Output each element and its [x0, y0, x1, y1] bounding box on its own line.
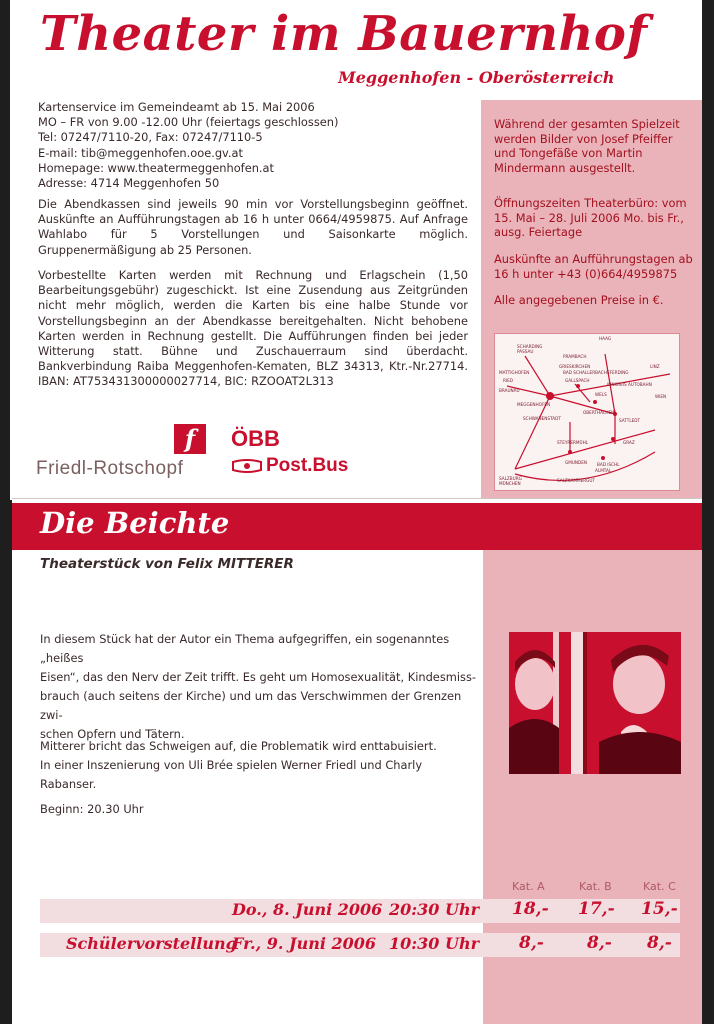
map-label: MATTIGHOFEN	[499, 370, 530, 375]
sidebar-prices-note: Alle angegebenen Preise in €.	[494, 293, 664, 307]
map-label: EFERDING	[607, 370, 629, 375]
map-label: LINZ	[650, 364, 660, 369]
obb-logo: ÖBB	[231, 426, 280, 451]
map-label: SATTLEDT	[619, 418, 641, 423]
category-header: Kat. B	[579, 880, 612, 893]
price-kat-b: 17,-	[578, 899, 615, 919]
map-label: MEGGENHOFEN	[517, 402, 551, 407]
paragraph-abendkasse: Die Abendkassen sind jeweils 90 min vor Vorstellungsbeginn geöffnet. Auskünfte an Aufführungstagen ab 16 h unter 0664/4959875. Auf Anfrage Wahlabo für 5 Vorstellungen und Saisonkarte möglich. Gruppenermäßigung ab 25 Personen.	[38, 197, 468, 257]
contact-block	[38, 100, 468, 191]
sidebar-exhibition: Während der gesamten Spielzeit werden Bilder von Josef Pfeiffer und Tongefäße von Martin Mindermann ausgestellt.	[494, 117, 680, 175]
sidebar-office-hours: Öffnungszeiten Theaterbüro: vom 15. Mai – 28. Juli 2006 Mo. bis Fr., ausg. Feiertage	[494, 196, 687, 240]
map-label: PRAMBACH	[563, 354, 587, 359]
sidebar-info-phone: Auskünfte an Aufführungstagen ab 16 h unter +43 (0)664/4959875	[494, 252, 693, 281]
map-label: WIEN	[655, 394, 667, 399]
map-label: WELS	[595, 392, 607, 397]
play-description	[40, 630, 480, 744]
description-line: In diesem Stück hat der Autor ein Thema aufgegriffen, ein sogenanntes „heißes	[40, 632, 450, 665]
friedl-rotschopf-logo-text: Friedl-Rotschopf	[36, 458, 184, 479]
map-label: GMUNDEN	[565, 460, 588, 465]
play-title: Die Beichte	[40, 506, 230, 540]
contact-line: Tel: 07247/7110-20, Fax: 07247/7110-5	[38, 130, 263, 145]
map-label: INNKREIS AUTOBAHN	[607, 382, 652, 387]
category-header: Kat. A	[512, 880, 545, 893]
price-kat-c: 8,-	[647, 933, 672, 953]
map-label: GRAZ	[623, 440, 635, 445]
play-description-2	[40, 737, 480, 794]
description-line: Mitterer bricht das Schweigen auf, die Problematik wird enttabuisiert.	[40, 739, 437, 753]
description-line: Eisen“, das den Nerv der Zeit trifft. Es geht um Homosexualität, Kindesmiss-	[40, 670, 476, 684]
price-kat-a: 18,-	[512, 899, 549, 919]
contact-homepage[interactable]: Homepage: www.theatermeggenhofen.at	[38, 160, 274, 175]
category-header: Kat. C	[643, 880, 676, 893]
map-label: GALLSPACH	[565, 378, 590, 383]
posthorn-icon	[231, 456, 263, 476]
map-label: SCHARDING	[517, 344, 543, 349]
scan-border-left-lower	[0, 500, 12, 1024]
map-label: BAD ISCHL	[597, 462, 620, 467]
contact-line: MO – FR von 9.00 -12.00 Uhr (feiertags geschlossen)	[38, 115, 339, 130]
map-label: SALZBURG	[499, 476, 522, 481]
paragraph-vorbestellt: Vorbestellte Karten werden mit Rechnung und Erlagschein (1,50 Bearbeitungsgebühr) zugeschickt. Ist eine Zusendung aus Zeitgründen nicht mehr möglich, werden die Karten bis eine halbe Stunde vor Vorstellungsbeginn an der Abendkasse bereitgehalten. Nicht behobene Karten werden in Rechnung gestellt. Die Aufführungen finden bei jeder Witterung statt. Bühne und Zuschauerraum sind überdacht. Bankverbindung Raiba Meggenhofen-Kematen, BLZ 34313, Ktr.-Nr.27714. IBAN: AT753431300000027714, BIC: RZOOAT2L313	[38, 268, 468, 389]
description-line: brauch (auch seitens der Kirche) und um das Verschwimmen der Grenzen zwi-	[40, 689, 462, 722]
map-label: RIED	[503, 378, 514, 383]
contact-line: Adresse: 4714 Meggenhofen 50	[38, 176, 220, 191]
friedl-rotschopf-logo-mark: f	[174, 424, 206, 454]
description-line: schen Opfern und Tätern.	[40, 727, 185, 741]
map-label: BRAUNAU	[499, 388, 520, 393]
schedule-time: 20:30 Uhr	[389, 900, 480, 919]
description-line: In einer Inszenierung von Uli Brée spielen Werner Friedl und Charly Rabanser.	[40, 758, 423, 791]
map-label: OBERTHALHEIM	[583, 410, 616, 415]
schedule-date: Fr., 9. Juni 2006	[232, 934, 377, 953]
scan-border-left	[0, 0, 10, 500]
map-label: STEYRERMÜHL	[557, 440, 589, 445]
play-author: Theaterstück von Felix MITTERER	[40, 556, 294, 572]
map-label: SCHWANENSTADT	[523, 416, 561, 421]
price-kat-a: 8,-	[519, 933, 544, 953]
actors-photo	[509, 632, 681, 774]
map-label: HAAG	[599, 336, 612, 341]
map-label: GRIESKIRCHEN	[559, 364, 591, 369]
route-map	[494, 333, 680, 491]
actors-photo-image	[509, 632, 681, 774]
route-map-drawing	[495, 334, 681, 492]
map-label: SALZKAMMERGUT	[557, 478, 595, 483]
flyer-subtitle: Meggenhofen - Oberösterreich	[338, 68, 615, 87]
scan-border-right	[702, 0, 714, 500]
price-kat-c: 15,-	[641, 899, 678, 919]
postbus-logo: Post.Bus	[266, 455, 349, 476]
map-label: MÜNCHEN	[499, 481, 521, 486]
map-label: ALMTAL	[595, 468, 612, 473]
flyer-title: Theater im Bauernhof	[40, 6, 648, 62]
map-label: BAD SCHALLERBACH	[563, 370, 607, 375]
price-kat-b: 8,-	[587, 933, 612, 953]
contact-email[interactable]: E-mail: tib@meggenhofen.ooe.gv.at	[38, 145, 243, 160]
schedule-date: Do., 8. Juni 2006	[232, 900, 383, 919]
play-start-time: Beginn: 20.30 Uhr	[40, 802, 144, 816]
schedule-time: 10:30 Uhr	[389, 934, 480, 953]
schedule-label: Schülervorstellung	[66, 934, 237, 953]
contact-line: Kartenservice im Gemeindeamt ab 15. Mai 2006	[38, 100, 315, 114]
scan-border-right-lower	[702, 500, 714, 1024]
map-label: PASSAU	[517, 349, 534, 354]
